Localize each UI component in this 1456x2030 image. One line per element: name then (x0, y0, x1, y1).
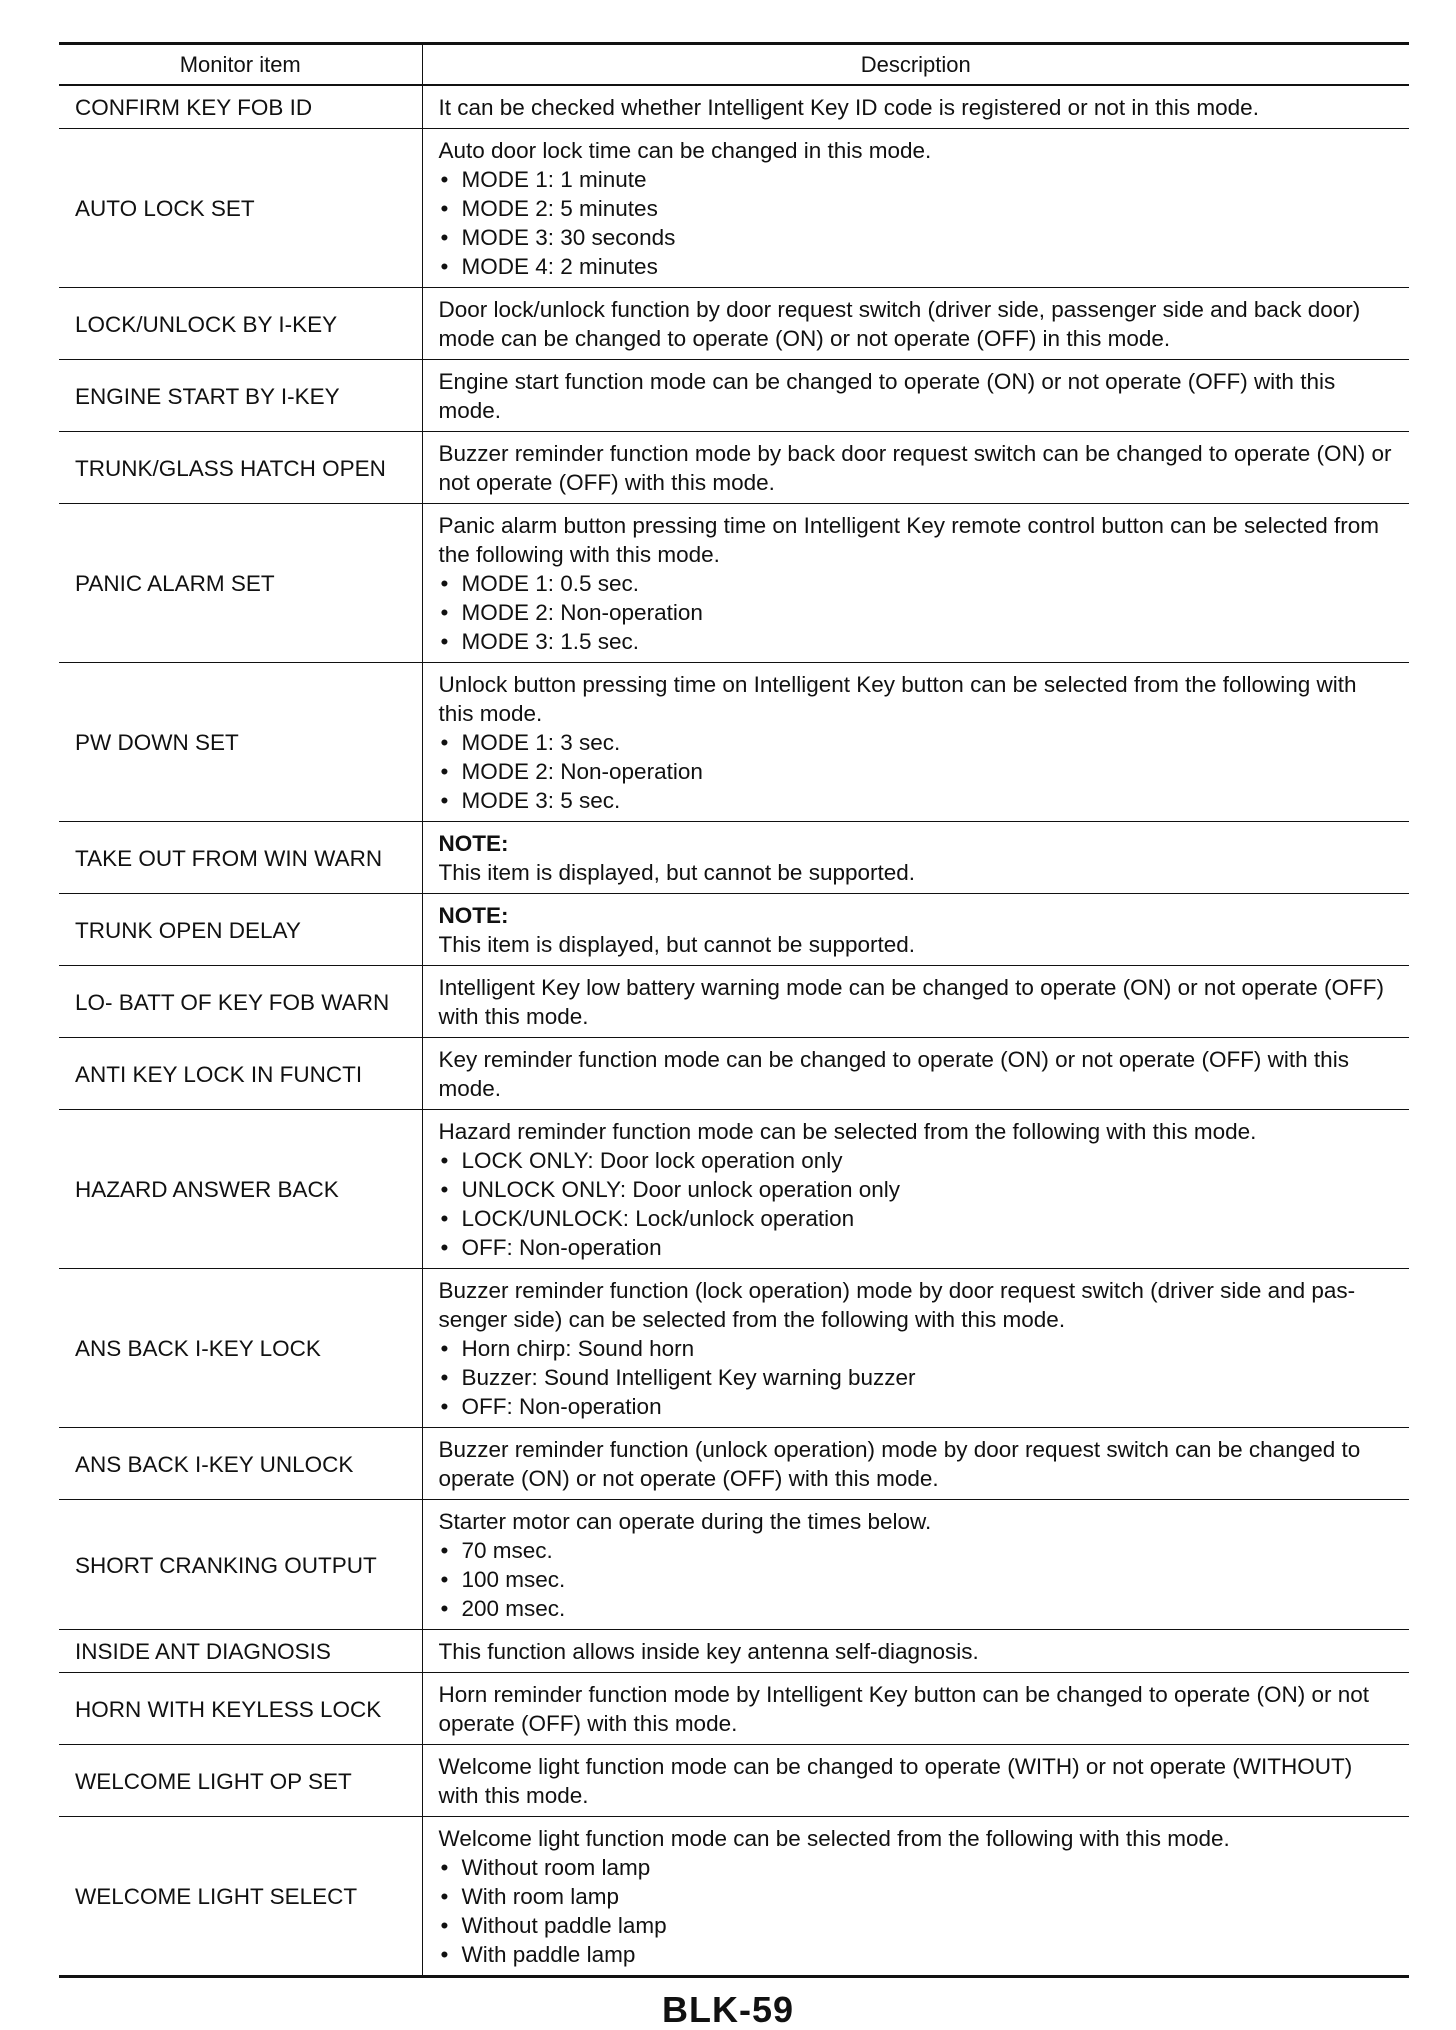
option-list-item: • 200 msec. (439, 1594, 1396, 1623)
description-text: Intelligent Key low battery warning mode can be changed to operate (ON) or not operate (OFF) with this mode. (438, 975, 1384, 1029)
table-row (59, 822, 1409, 894)
description-cell (422, 966, 1409, 1038)
description-cell (422, 504, 1409, 663)
table-row (59, 894, 1409, 966)
monitor-item-cell: ANS BACK I-KEY UNLOCK (59, 1428, 422, 1500)
document-page (59, 42, 1409, 1978)
table-row (59, 966, 1409, 1038)
option-list-item: • Horn chirp: Sound horn (439, 1334, 1396, 1363)
description-text: This item is displayed, but cannot be supported. (438, 860, 916, 885)
option-list (439, 569, 1396, 656)
page-number: BLK-59 (661, 1989, 795, 2030)
description-text: This function allows inside key antenna self-diagnosis. (438, 1639, 979, 1664)
option-list-item: • With paddle lamp (439, 1940, 1396, 1969)
table-row (59, 432, 1409, 504)
table-row (59, 1630, 1409, 1673)
header-monitor-item: Monitor item (59, 44, 422, 86)
description-cell (422, 663, 1409, 822)
description-cell (422, 1817, 1409, 1977)
option-list (439, 1146, 1396, 1262)
description-text: Engine start function mode can be changed to operate (ON) or not operate (OFF) with this mode. (438, 369, 1336, 423)
description-text: Panic alarm button pressing time on Intelligent Key remote control button can be selected from the following with this mode. (438, 513, 1380, 567)
monitor-item-cell: PW DOWN SET (59, 663, 422, 822)
option-list-item: • MODE 3: 30 seconds (439, 223, 1396, 252)
option-list-item: • 100 msec. (439, 1565, 1396, 1594)
table-row (59, 1110, 1409, 1269)
option-list-item: • MODE 2: Non-operation (439, 598, 1396, 627)
table-row (59, 504, 1409, 663)
monitor-item-cell: TRUNK/GLASS HATCH OPEN (59, 432, 422, 504)
note-label: NOTE: (438, 903, 509, 928)
option-list-item: • LOCK/UNLOCK: Lock/unlock operation (439, 1204, 1396, 1233)
option-list-item: • Without paddle lamp (439, 1911, 1396, 1940)
description-text: Horn reminder function mode by Intelligent Key button can be changed to operate (ON) or not operate (OFF) with this mode. (438, 1682, 1370, 1736)
option-list-item: • MODE 2: Non-operation (439, 757, 1396, 786)
option-list-item: • MODE 1: 1 minute (439, 165, 1396, 194)
description-cell (422, 1038, 1409, 1110)
option-list (439, 728, 1396, 815)
monitor-item-cell: AUTO LOCK SET (59, 129, 422, 288)
description-cell (422, 822, 1409, 894)
table-row (59, 1673, 1409, 1745)
description-text: Welcome light function mode can be changed to operate (WITH) or not operate (WITHOUT) with this mode. (438, 1754, 1353, 1808)
option-list-item: • Without room lamp (439, 1853, 1396, 1882)
description-cell (422, 1745, 1409, 1817)
option-list-item: • UNLOCK ONLY: Door unlock operation only (439, 1175, 1396, 1204)
monitor-item-cell: WELCOME LIGHT OP SET (59, 1745, 422, 1817)
monitor-item-cell: SHORT CRANKING OUTPUT (59, 1500, 422, 1630)
description-text: Welcome light function mode can be selected from the following with this mode. (438, 1826, 1230, 1851)
monitor-item-cell: HAZARD ANSWER BACK (59, 1110, 422, 1269)
description-cell (422, 85, 1409, 129)
table-row (59, 1269, 1409, 1428)
option-list (439, 1334, 1396, 1421)
monitor-item-cell: LOCK/UNLOCK BY I-KEY (59, 288, 422, 360)
option-list-item: • Buzzer: Sound Intelligent Key warning buzzer (439, 1363, 1396, 1392)
table-row (59, 288, 1409, 360)
monitor-item-cell: ANTI KEY LOCK IN FUNCTI (59, 1038, 422, 1110)
monitor-item-cell: CONFIRM KEY FOB ID (59, 85, 422, 129)
description-text: Key reminder function mode can be changed to operate (ON) or not operate (OFF) with this mode. (438, 1047, 1349, 1101)
header-description: Description (422, 44, 1409, 86)
monitor-item-cell: TRUNK OPEN DELAY (59, 894, 422, 966)
option-list-item: • MODE 3: 5 sec. (439, 786, 1396, 815)
table-row (59, 663, 1409, 822)
description-cell (422, 1428, 1409, 1500)
monitor-item-cell: LO- BATT OF KEY FOB WARN (59, 966, 422, 1038)
option-list-item: • MODE 2: 5 minutes (439, 194, 1396, 223)
monitor-item-cell: ANS BACK I-KEY LOCK (59, 1269, 422, 1428)
table-row (59, 85, 1409, 129)
option-list-item: • 70 msec. (439, 1536, 1396, 1565)
note-label: NOTE: (438, 831, 509, 856)
option-list-item: • MODE 3: 1.5 sec. (439, 627, 1396, 656)
option-list (439, 1536, 1396, 1623)
table-header-row (59, 44, 1409, 86)
description-text: This item is displayed, but cannot be supported. (438, 932, 916, 957)
description-text: Starter motor can operate during the times below. (438, 1509, 932, 1534)
description-cell (422, 894, 1409, 966)
option-list-item: • OFF: Non-operation (439, 1233, 1396, 1262)
option-list-item: • With room lamp (439, 1882, 1396, 1911)
description-cell (422, 1110, 1409, 1269)
description-text: Auto door lock time can be changed in this mode. (438, 138, 932, 163)
monitor-item-cell: INSIDE ANT DIAGNOSIS (59, 1630, 422, 1673)
table-row (59, 1428, 1409, 1500)
description-text: Door lock/unlock function by door request switch (driver side, passenger side and back door) mode can be changed to operate (ON) or not operate (OFF) in this mode. (438, 297, 1361, 351)
description-cell (422, 360, 1409, 432)
table-row (59, 1817, 1409, 1977)
monitor-item-table (59, 42, 1409, 1978)
table-row (59, 129, 1409, 288)
monitor-item-cell: HORN WITH KEYLESS LOCK (59, 1673, 422, 1745)
description-cell (422, 1269, 1409, 1428)
table-body (59, 85, 1409, 1977)
table-row (59, 360, 1409, 432)
table-row (59, 1038, 1409, 1110)
option-list-item: • MODE 1: 3 sec. (439, 728, 1396, 757)
description-cell (422, 1673, 1409, 1745)
monitor-item-cell: WELCOME LIGHT SELECT (59, 1817, 422, 1977)
description-text: Buzzer reminder function (lock operation) mode by door request switch (driver side and pas-senger side) can be selected from the following with this mode. (438, 1278, 1356, 1332)
description-cell (422, 288, 1409, 360)
option-list (439, 1853, 1396, 1969)
description-cell (422, 432, 1409, 504)
table-row (59, 1745, 1409, 1817)
monitor-item-cell: PANIC ALARM SET (59, 504, 422, 663)
description-cell (422, 129, 1409, 288)
description-cell (422, 1630, 1409, 1673)
table-row (59, 1500, 1409, 1630)
option-list-item: • MODE 1: 0.5 sec. (439, 569, 1396, 598)
option-list-item: • LOCK ONLY: Door lock operation only (439, 1146, 1396, 1175)
description-text: Buzzer reminder function (unlock operation) mode by door request switch can be changed to operate (ON) or not operate (OFF) with this mode. (438, 1437, 1361, 1491)
description-cell (422, 1500, 1409, 1630)
description-text: Buzzer reminder function mode by back door request switch can be changed to operate (ON) or not operate (OFF) with this mode. (438, 441, 1392, 495)
monitor-item-cell: ENGINE START BY I-KEY (59, 360, 422, 432)
description-text: Unlock button pressing time on Intelligent Key button can be selected from the following with this mode. (438, 672, 1357, 726)
description-text: It can be checked whether Intelligent Key ID code is registered or not in this mode. (438, 95, 1259, 120)
option-list-item: • MODE 4: 2 minutes (439, 252, 1396, 281)
description-text: Hazard reminder function mode can be selected from the following with this mode. (438, 1119, 1257, 1144)
monitor-item-cell: TAKE OUT FROM WIN WARN (59, 822, 422, 894)
option-list (439, 165, 1396, 281)
option-list-item: • OFF: Non-operation (439, 1392, 1396, 1421)
